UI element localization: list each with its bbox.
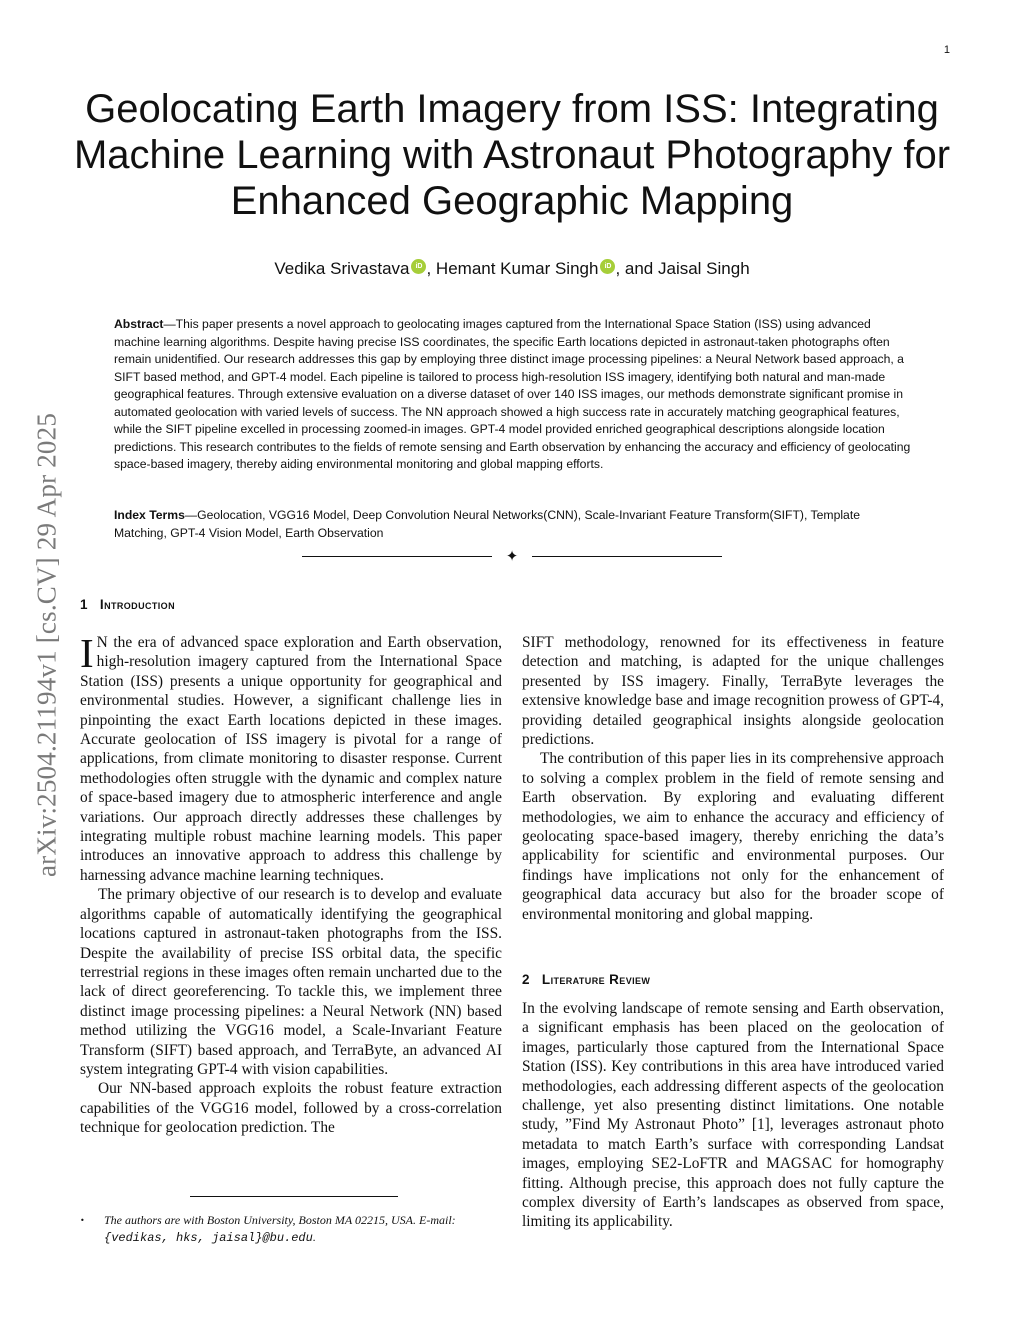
section-title: Introduction [99,597,175,612]
dropcap: I [80,630,94,676]
author-name: , and Jaisal Singh [615,259,750,278]
section-title: Literature Review [541,972,651,987]
orcid-icon[interactable]: iD [411,259,426,274]
section-number: 2 [522,972,530,987]
right-column-lit-review [522,999,944,1232]
paragraph: SIFT methodology, renowned for its effectiveness in feature detection and matching, is adapted for the unique challenges presented by ISS imagery. Finally, TerraByte leverages the extensive knowledge base and image recognition prowess of GPT-4, providing detailed geographical insights alongside geolocation predictions. [522,634,944,749]
paper-title: Geolocating Earth Imagery from ISS: Integrating Machine Learning with Astronaut Photography for Enhanced Geographic Mapping [73,87,951,223]
abstract [114,316,912,474]
author-list [60,259,964,279]
separator-star-icon: ✦ [505,547,519,565]
paragraph: In the evolving landscape of remote sensing and Earth observation, a significant emphasis has been placed on the geolocation of images, particularly those captured from the International Space Station (ISS). Key contributions in this area have introduced varied methodologies, each addressing different aspects of the geolocation challenge, yet also presenting distinct limitations. One notable study, ”Find My Astronaut Photo” [1], leverages astronaut photo metadata to match Earth’s surface with corresponding Landsat images, employing SE2-LoFTR and MAGSAC for homography fitting. Although precise, this approach does not fully capture the complex diversity of Earth’s landscapes as observed from space, limiting its applicability. [522,1000,944,1231]
right-column [522,633,944,924]
paragraph: Our NN-based approach exploits the robust feature extraction capabilities of the VGG16 model, followed by a cross-correlation technique for geolocation prediction. The [80,1080,502,1137]
page-number: 1 [943,44,950,56]
footnote-text: The authors are with Boston University, Boston MA 02215, USA. E-mail: [104,1213,456,1227]
separator-line [532,556,722,557]
section-number: 1 [80,597,88,612]
orcid-icon[interactable]: iD [600,259,615,274]
arxiv-stamp: arXiv:2504.21194v1 [cs.CV] 29 Apr 2025 [31,412,62,878]
paragraph: The contribution of this paper lies in its comprehensive approach to solving a complex problem in the field of remote sensing and Earth observation. By exploring and evaluating different methodologies, we aim to enhance the accuracy and efficiency of geolocating space-based imagery, thereby enriching the data’s applicability for scientific and environmental purposes. Our findings have implications not only for the enhancement of geographical data accuracy but also for the broader scope of environmental monitoring and global mapping. [522,750,944,923]
separator-line [302,556,492,557]
paragraph: The primary objective of our research is to develop and evaluate algorithms capable of automatically identifying the geographical locations captured in astronaut-taken photographs from the ISS. Despite the availability of precise ISS orbital data, the specific terrestrial regions in these images often remain uncharted due to the lack of direct georeferencing. To tackle this, we implement three distinct image processing pipelines: a Neural Network (NN) based method utilizing the VGG16 model, a Scale-Invariant Feature Transform (SIFT) based approach, and TerraByte, an advanced AI system integrating GPT-4 with vision capabilities. [80,886,502,1078]
footnote-bullet: • [80,1216,85,1225]
section-heading [522,972,650,987]
left-column [80,630,502,1138]
footnote [80,1212,502,1247]
abstract-text: —This paper presents a novel approach to geolocating images captured from the International Space Station (ISS) using advanced machine learning algorithms. Despite having precise ISS coordinates, the specific Earth locations depicted in astronaut-taken photographs often remain unidentified. Our research addresses this gap by employing three distinct image processing pipelines: a Neural Network based approach, a SIFT based method, and GPT-4 model. Each pipeline is tailored to process high-resolution ISS imagery, identifying both natural and man-made geographical features. Through extensive evaluation on a diverse dataset of over 140 ISS images, our methods demonstrate significant promise in automated geolocation with varied levels of success. The NN approach showed a high success rate in accurately matching geographical features, while the SIFT pipeline excelled in processing zoomed-in images. GPT-4 model provided enriched geographical descriptions alongside location predictions. This research contributes to the fields of remote sensing and Earth observation by enhancing the accuracy and efficiency of geolocating space-based imagery, thereby aiding environmental monitoring and global mapping efforts. [114,317,911,471]
author-name: Vedika Srivastava [274,259,410,278]
author-name: , Hemant Kumar Singh [426,259,599,278]
index-terms-text: —Geolocation, VGG16 Model, Deep Convolution Neural Networks(CNN), Scale-Invariant Feature Transform(SIFT), Template Matching, GPT-4 Vision Model, Earth Observation [114,508,860,540]
index-terms [114,507,912,542]
abstract-label: Abstract [114,317,164,331]
footnote-body [104,1212,502,1247]
paragraph-text: N the era of advanced space exploration and Earth observation, high-resolution imagery captured from the International Space Station (ISS) presents a unique opportunity for geographical and environmental studies. However, a significant challenge lies in pinpointing the exact Earth locations depicted in these images. Accurate geolocation of ISS imagery is pivotal for a range of applications, from climate monitoring to disaster response. Current methodologies often struggle with the dynamic and complex nature of space-based imagery due to atmospheric interference and angle variations. Our approach directly addresses these challenges by integrating multiple robust machine learning models. This paper introduces an innovative approach to address this challenge by harnessing advance machine learning techniques. [80,634,502,884]
footnote-rule [190,1196,398,1197]
footnote-end: . [312,1230,316,1244]
email-link[interactable]: {vedikas, hks, jaisal}@bu.edu [104,1231,313,1245]
section-heading [80,597,175,612]
index-terms-label: Index Terms [114,508,185,522]
paragraph [80,630,502,885]
section-separator [302,547,722,567]
